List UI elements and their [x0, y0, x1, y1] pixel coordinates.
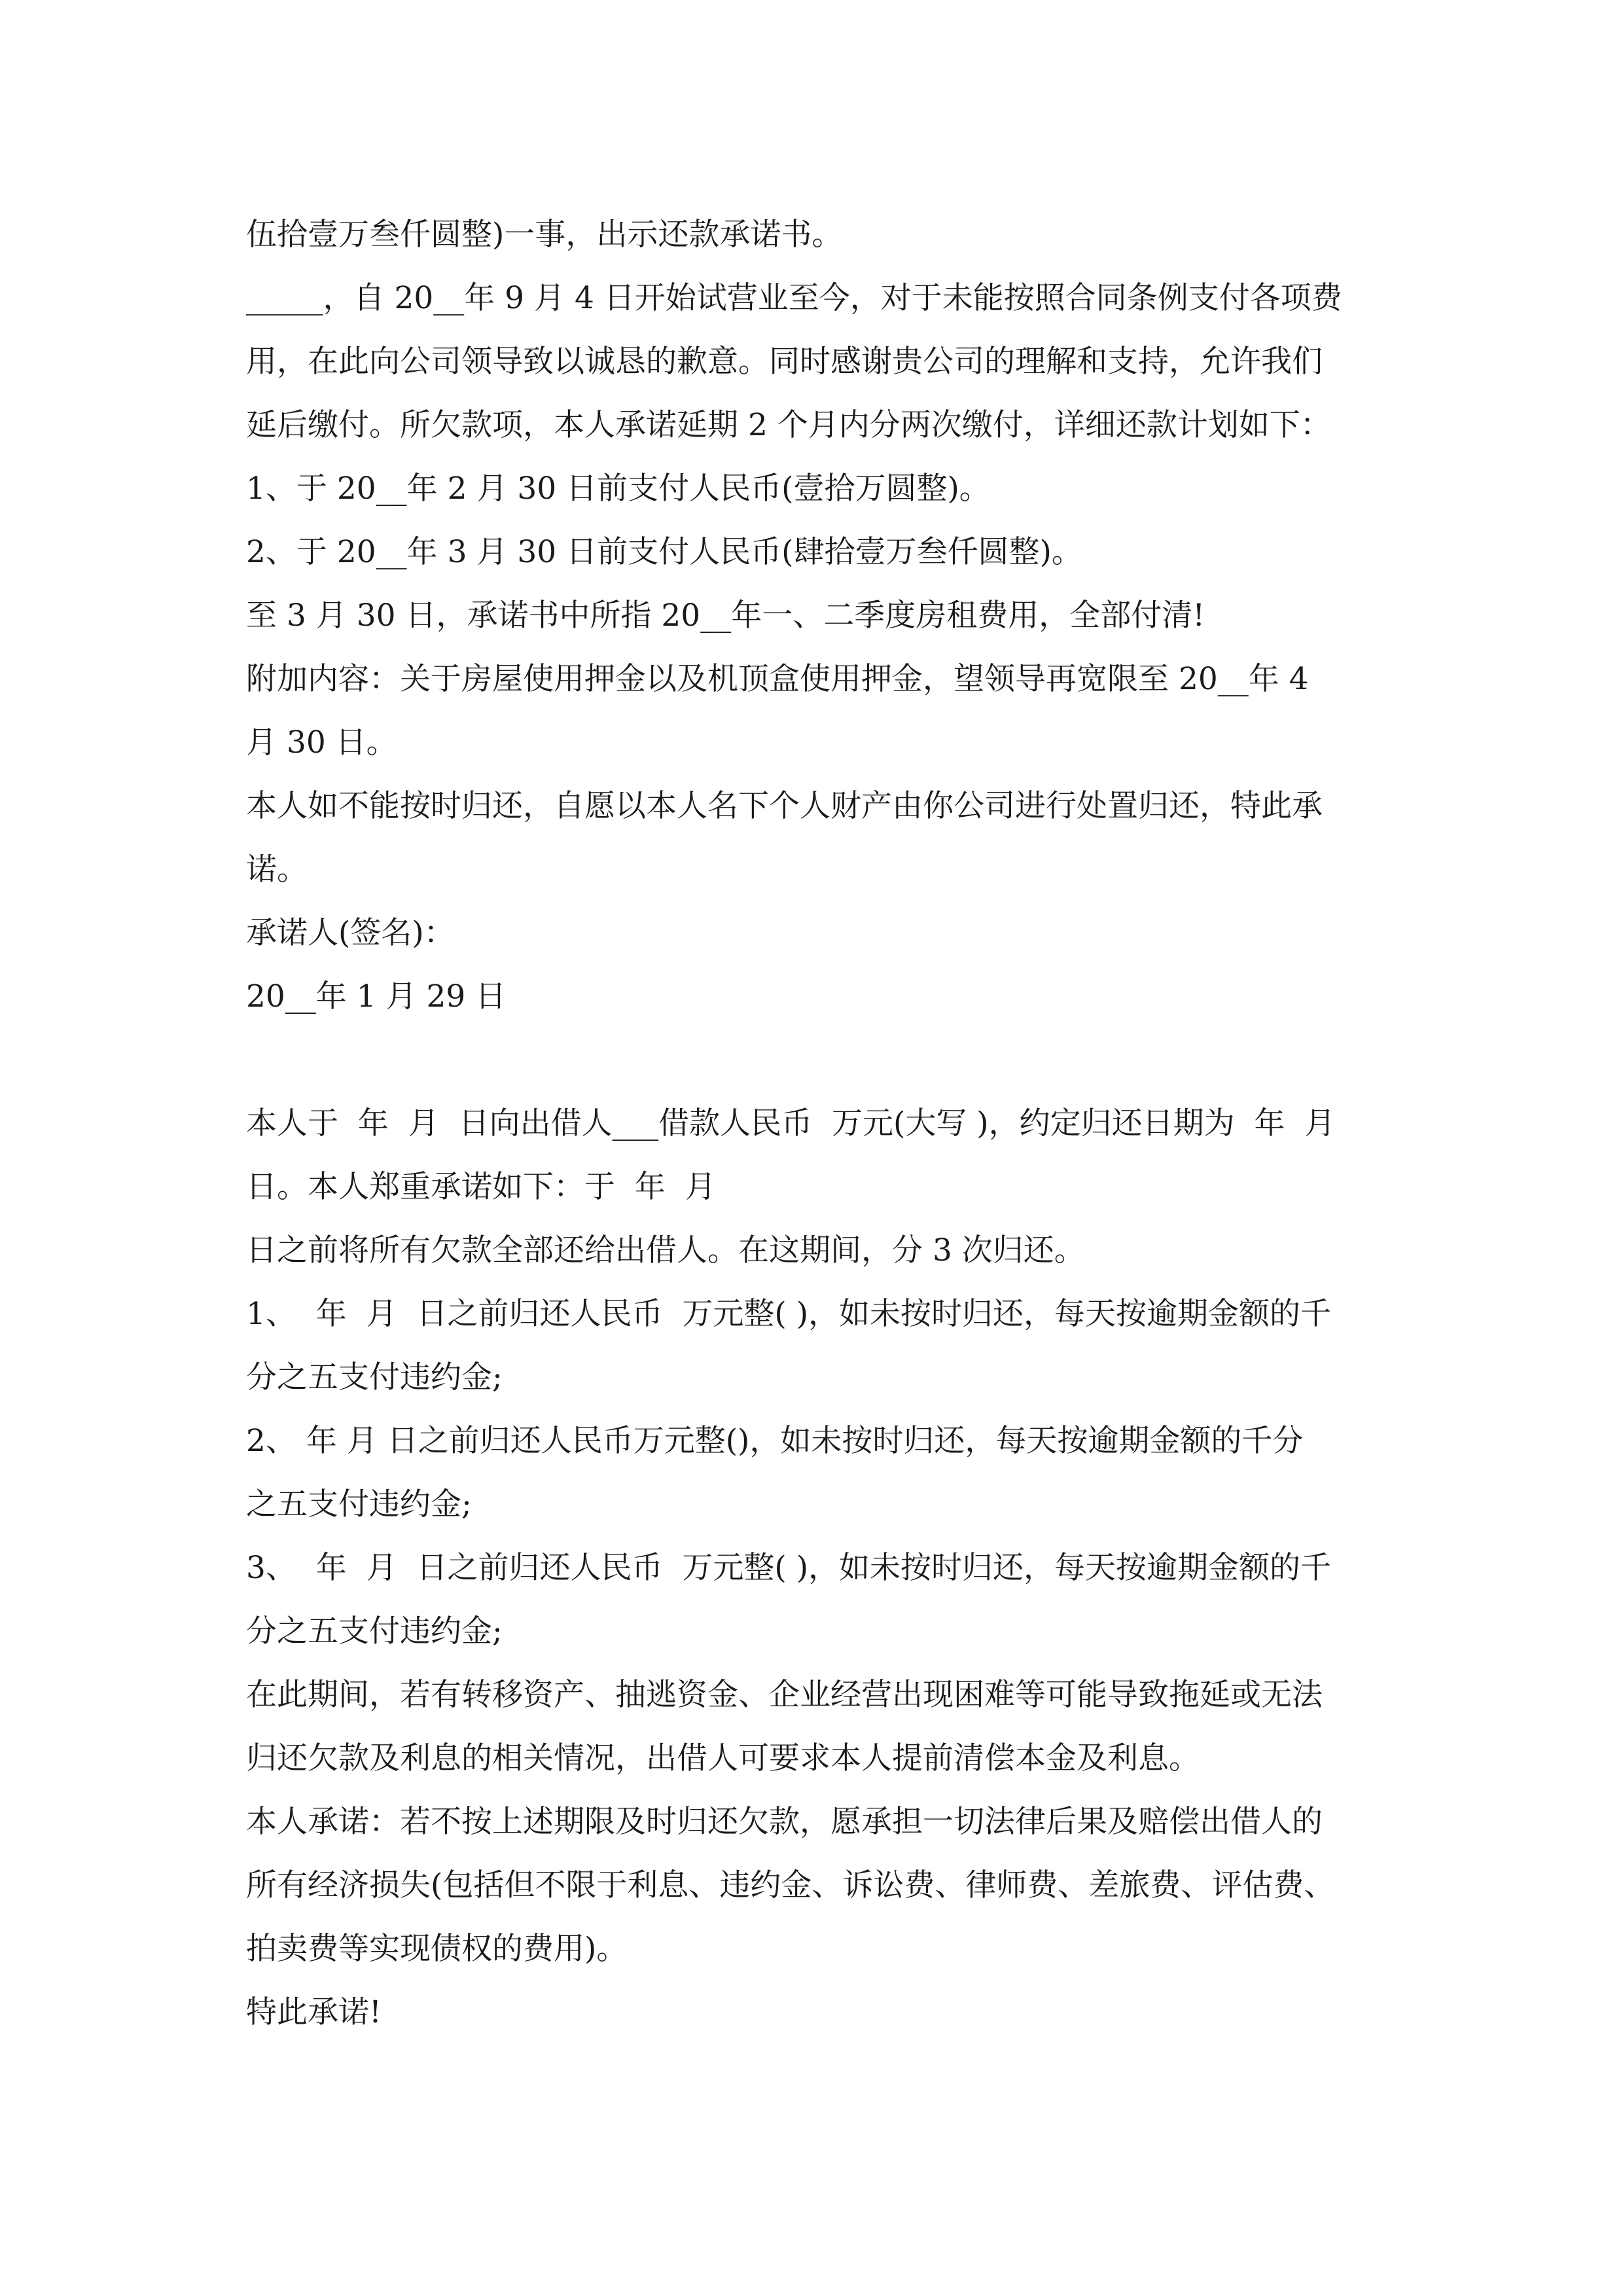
installment-item-3: 3、 年 月 日之前归还人民币 万元整( )，如未按时归还，每天按逾期金额的千	[246, 1550, 1332, 1586]
text-line: 伍拾壹万叁仟圆整)一事，出示还款承诺书。	[246, 217, 843, 253]
text-line: 之五支付违约金;	[246, 1486, 472, 1522]
text-line: 日。本人郑重承诺如下：于 年 月	[246, 1169, 716, 1205]
section-gap	[246, 1028, 1411, 1092]
closing-line: 特此承诺!	[246, 1994, 382, 2030]
signature-label: 承诺人(签名)：	[246, 915, 455, 951]
repayment-commitment-section	[246, 203, 1411, 1028]
signature-date: 20__年 1 月 29 日	[246, 978, 507, 1014]
text-line: 用，在此向公司领导致以诚恳的歉意。同时感谢贵公司的理解和支持，允许我们	[246, 344, 1323, 380]
text-line: 本人如不能按时归还，自愿以本人名下个人财产由你公司进行处置归还，特此承	[246, 788, 1323, 824]
plan-item-2: 2、于 20__年 3 月 30 日前支付人民币(肆拾壹万叁仟圆整)。	[246, 534, 1082, 570]
text-line: 本人于 年 月 日向出借人___借款人民币 万元(大写 )，约定归还日期为 年 月	[246, 1105, 1336, 1141]
text-line: 拍卖费等实现债权的费用)。	[246, 1931, 628, 1967]
text-line: _____，自 20__年 9 月 4 日开始试营业至今，对于未能按照合同条例支付各项费	[246, 280, 1342, 316]
text-line: 诺。	[246, 852, 308, 888]
text-line: 归还欠款及利息的相关情况，出借人可要求本人提前清偿本金及利息。	[246, 1740, 1200, 1776]
text-line: 分之五支付违约金;	[246, 1359, 503, 1395]
installment-item-2: 2、 年 月 日之前归还人民币万元整()，如未按时归还，每天按逾期金额的千分	[246, 1423, 1304, 1459]
text-line: 本人承诺：若不按上述期限及时归还欠款，愿承担一切法律后果及赔偿出借人的	[246, 1804, 1323, 1840]
loan-repayment-section	[246, 1092, 1411, 2044]
text-line: 在此期间，若有转移资产、抽逃资金、企业经营出现困难等可能导致拖延或无法	[246, 1677, 1323, 1713]
text-line: 所有经济损失(包括但不限于利息、违约金、诉讼费、律师费、差旅费、评估费、	[246, 1867, 1335, 1903]
text-line: 月 30 日。	[246, 725, 397, 761]
document-body	[246, 203, 1411, 2044]
text-line: 附加内容：关于房屋使用押金以及机顶盒使用押金，望领导再宽限至 20__年 4	[246, 661, 1309, 697]
text-line: 延后缴付。所欠款项，本人承诺延期 2 个月内分两次缴付，详细还款计划如下：	[246, 407, 1331, 443]
plan-item-1: 1、于 20__年 2 月 30 日前支付人民币(壹拾万圆整)。	[246, 471, 990, 507]
text-line: 分之五支付违约金;	[246, 1613, 503, 1649]
installment-item-1: 1、 年 月 日之前归还人民币 万元整( )，如未按时归还，每天按逾期金额的千	[246, 1296, 1332, 1332]
text-line: 至 3 月 30 日，承诺书中所指 20__年一、二季度房租费用，全部付清!	[246, 598, 1205, 634]
text-line: 日之前将所有欠款全部还给出借人。在这期间，分 3 次归还。	[246, 1232, 1085, 1268]
